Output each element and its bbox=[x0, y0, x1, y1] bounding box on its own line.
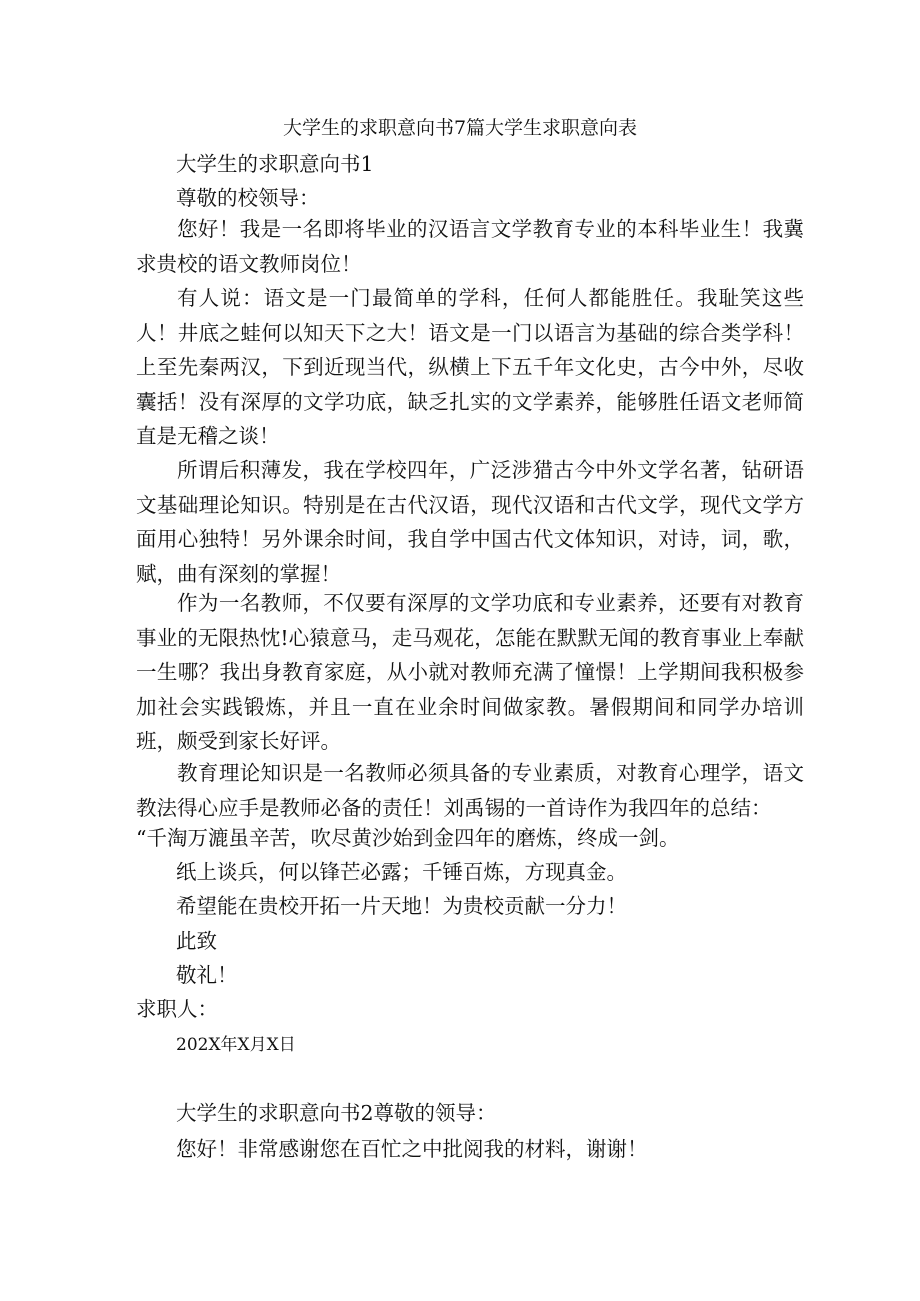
letter1-quote: “千淘万漉虽辛苦，吹尽黄沙始到金四年的磨炼，终成一剑。 bbox=[136, 826, 680, 850]
letter1-paragraph-1: 您好！我是一名即将毕业的汉语言文学教育专业的本科毕业生！我冀求贵校的语文教师岗位！ bbox=[136, 217, 804, 276]
letter1-heading: 大学生的求职意向书1 bbox=[176, 152, 374, 176]
letter1-paragraph-3: 所谓后积薄发，我在学校四年，广泛涉猎古今中外文学名著，钻研语文基础理论知识。特别是在古代汉语，现代汉语和古代文学，现代文学方面用心独特！另外课余时间，我自学中国古代文体知识，对诗，词，歌，赋，曲有深刻的掌握！ bbox=[136, 458, 804, 586]
document-title: 大学生的求职意向书7篇大学生求职意向表 bbox=[282, 117, 638, 139]
letter2-heading: 大学生的求职意向书2尊敬的领导： bbox=[176, 1101, 497, 1125]
letter1-paragraph-4: 作为一名教师，不仅要有深厚的文学功底和专业素养，还要有对教育事业的无限热忱!心猿意马，走马观花，怎能在默默无闻的教育事业上奉献一生哪？我出身教育家庭，从小就对教师充满了憧憬！上学期间我积极参加社会实践锻炼，并且一直在业余时间做家教。暑假期间和同学办培训班，颇受到家长好评。 bbox=[136, 591, 804, 754]
letter1-line-a: 纸上谈兵，何以锋芒必露；千锤百炼，方现真金。 bbox=[176, 860, 627, 884]
letter1-paragraph-5: 教育理论知识是一名教师必须具备的专业素质，对教育心理学，语文教法得心应手是教师必备的责任！刘禹锡的一首诗作为我四年的总结： bbox=[136, 761, 804, 820]
letter1-signature: 求职人： bbox=[136, 997, 218, 1021]
letter1-line-b: 希望能在贵校开拓一片天地！为贵校贡献一分力！ bbox=[176, 894, 627, 918]
letter1-salutation: 尊敬的校领导： bbox=[176, 186, 320, 210]
letter1-closing-1: 此致 bbox=[176, 929, 217, 953]
letter1-closing-2: 敬礼！ bbox=[176, 963, 238, 987]
letter1-paragraph-2: 有人说：语文是一门最简单的学科，任何人都能胜任。我耻笑这些人！井底之蛙何以知天下之大！语文是一门以语言为基础的综合类学科！上至先秦两汉，下到近现当代，纵横上下五千年文化史，古今中外，尽收囊括！没有深厚的文学功底，缺乏扎实的文学素养，能够胜任语文老师简直是无稽之谈！ bbox=[136, 286, 804, 449]
letter1-date: 202X年X月X日 bbox=[176, 1035, 296, 1055]
letter2-line-1: 您好！非常感谢您在百忙之中批阅我的材料，谢谢！ bbox=[176, 1137, 648, 1161]
